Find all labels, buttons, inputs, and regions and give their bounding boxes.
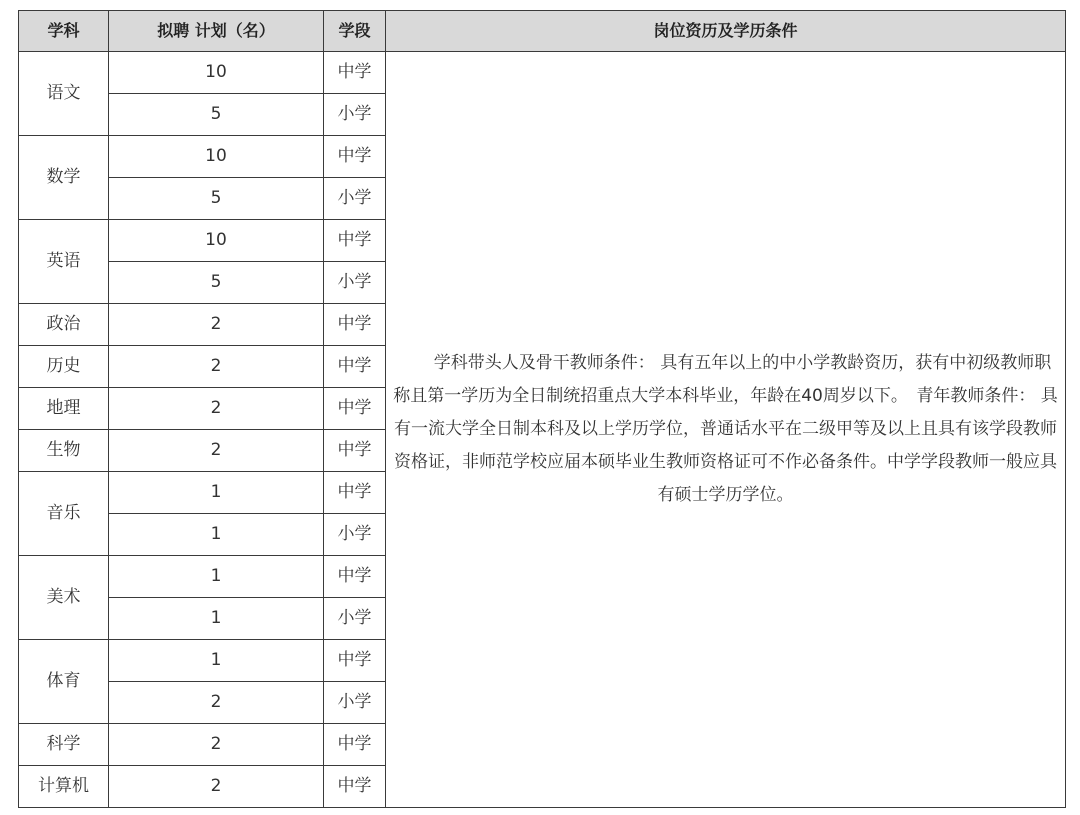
level-cell: 小学 xyxy=(324,682,386,724)
level-cell: 小学 xyxy=(324,514,386,556)
subject-cell: 美术 xyxy=(19,556,109,640)
level-cell: 小学 xyxy=(324,178,386,220)
count-cell: 2 xyxy=(109,388,324,430)
count-cell: 2 xyxy=(109,430,324,472)
level-cell: 中学 xyxy=(324,220,386,262)
subject-cell: 语文 xyxy=(19,52,109,136)
subject-cell: 历史 xyxy=(19,346,109,388)
count-cell: 2 xyxy=(109,682,324,724)
count-cell: 10 xyxy=(109,136,324,178)
requirements-cell xyxy=(386,52,1066,808)
count-cell: 5 xyxy=(109,262,324,304)
count-cell: 1 xyxy=(109,514,324,556)
level-cell: 中学 xyxy=(324,640,386,682)
header-school-level: 学段 xyxy=(324,11,386,52)
subject-cell: 科学 xyxy=(19,724,109,766)
count-cell: 1 xyxy=(109,556,324,598)
count-cell: 2 xyxy=(109,724,324,766)
level-cell: 中学 xyxy=(324,724,386,766)
level-cell: 小学 xyxy=(324,262,386,304)
level-cell: 中学 xyxy=(324,136,386,178)
subject-cell: 政治 xyxy=(19,304,109,346)
count-cell: 10 xyxy=(109,220,324,262)
level-cell: 小学 xyxy=(324,598,386,640)
subject-cell: 音乐 xyxy=(19,472,109,556)
count-cell: 1 xyxy=(109,598,324,640)
count-cell: 2 xyxy=(109,346,324,388)
count-cell: 2 xyxy=(109,766,324,808)
recruitment-table xyxy=(18,10,1066,808)
level-cell: 中学 xyxy=(324,304,386,346)
count-cell: 10 xyxy=(109,52,324,94)
level-cell: 中学 xyxy=(324,556,386,598)
level-cell: 中学 xyxy=(324,472,386,514)
subject-cell: 生物 xyxy=(19,430,109,472)
count-cell: 2 xyxy=(109,304,324,346)
requirements-text: 学科带头人及骨干教师条件： 具有五年以上的中小学教龄资历，获有中初级教师职称且第一学历为全日制统招重点大学本科毕业，年龄在40周岁以下。 青年教师条件： 具有一流大学全日制本科及以上学历学位，普通话水平在二级甲等及以上且具有该学段教师资格证，非师范学校应届本硕毕业生教师资格证可不作必备条件。中学学段教师一般应具有硕士学历学位。 xyxy=(393,353,1058,505)
level-cell: 中学 xyxy=(324,346,386,388)
header-row xyxy=(19,11,1066,52)
count-cell: 5 xyxy=(109,94,324,136)
subject-cell: 地理 xyxy=(19,388,109,430)
header-plan-count: 拟聘 计划（名） xyxy=(109,11,324,52)
subject-cell: 计算机 xyxy=(19,766,109,808)
header-subject: 学科 xyxy=(19,11,109,52)
level-cell: 中学 xyxy=(324,52,386,94)
count-cell: 1 xyxy=(109,472,324,514)
subject-cell: 体育 xyxy=(19,640,109,724)
header-requirements: 岗位资历及学历条件 xyxy=(386,11,1066,52)
level-cell: 小学 xyxy=(324,94,386,136)
subject-cell: 数学 xyxy=(19,136,109,220)
level-cell: 中学 xyxy=(324,388,386,430)
level-cell: 中学 xyxy=(324,766,386,808)
count-cell: 1 xyxy=(109,640,324,682)
subject-cell: 英语 xyxy=(19,220,109,304)
level-cell: 中学 xyxy=(324,430,386,472)
count-cell: 5 xyxy=(109,178,324,220)
table-row xyxy=(19,52,1066,94)
